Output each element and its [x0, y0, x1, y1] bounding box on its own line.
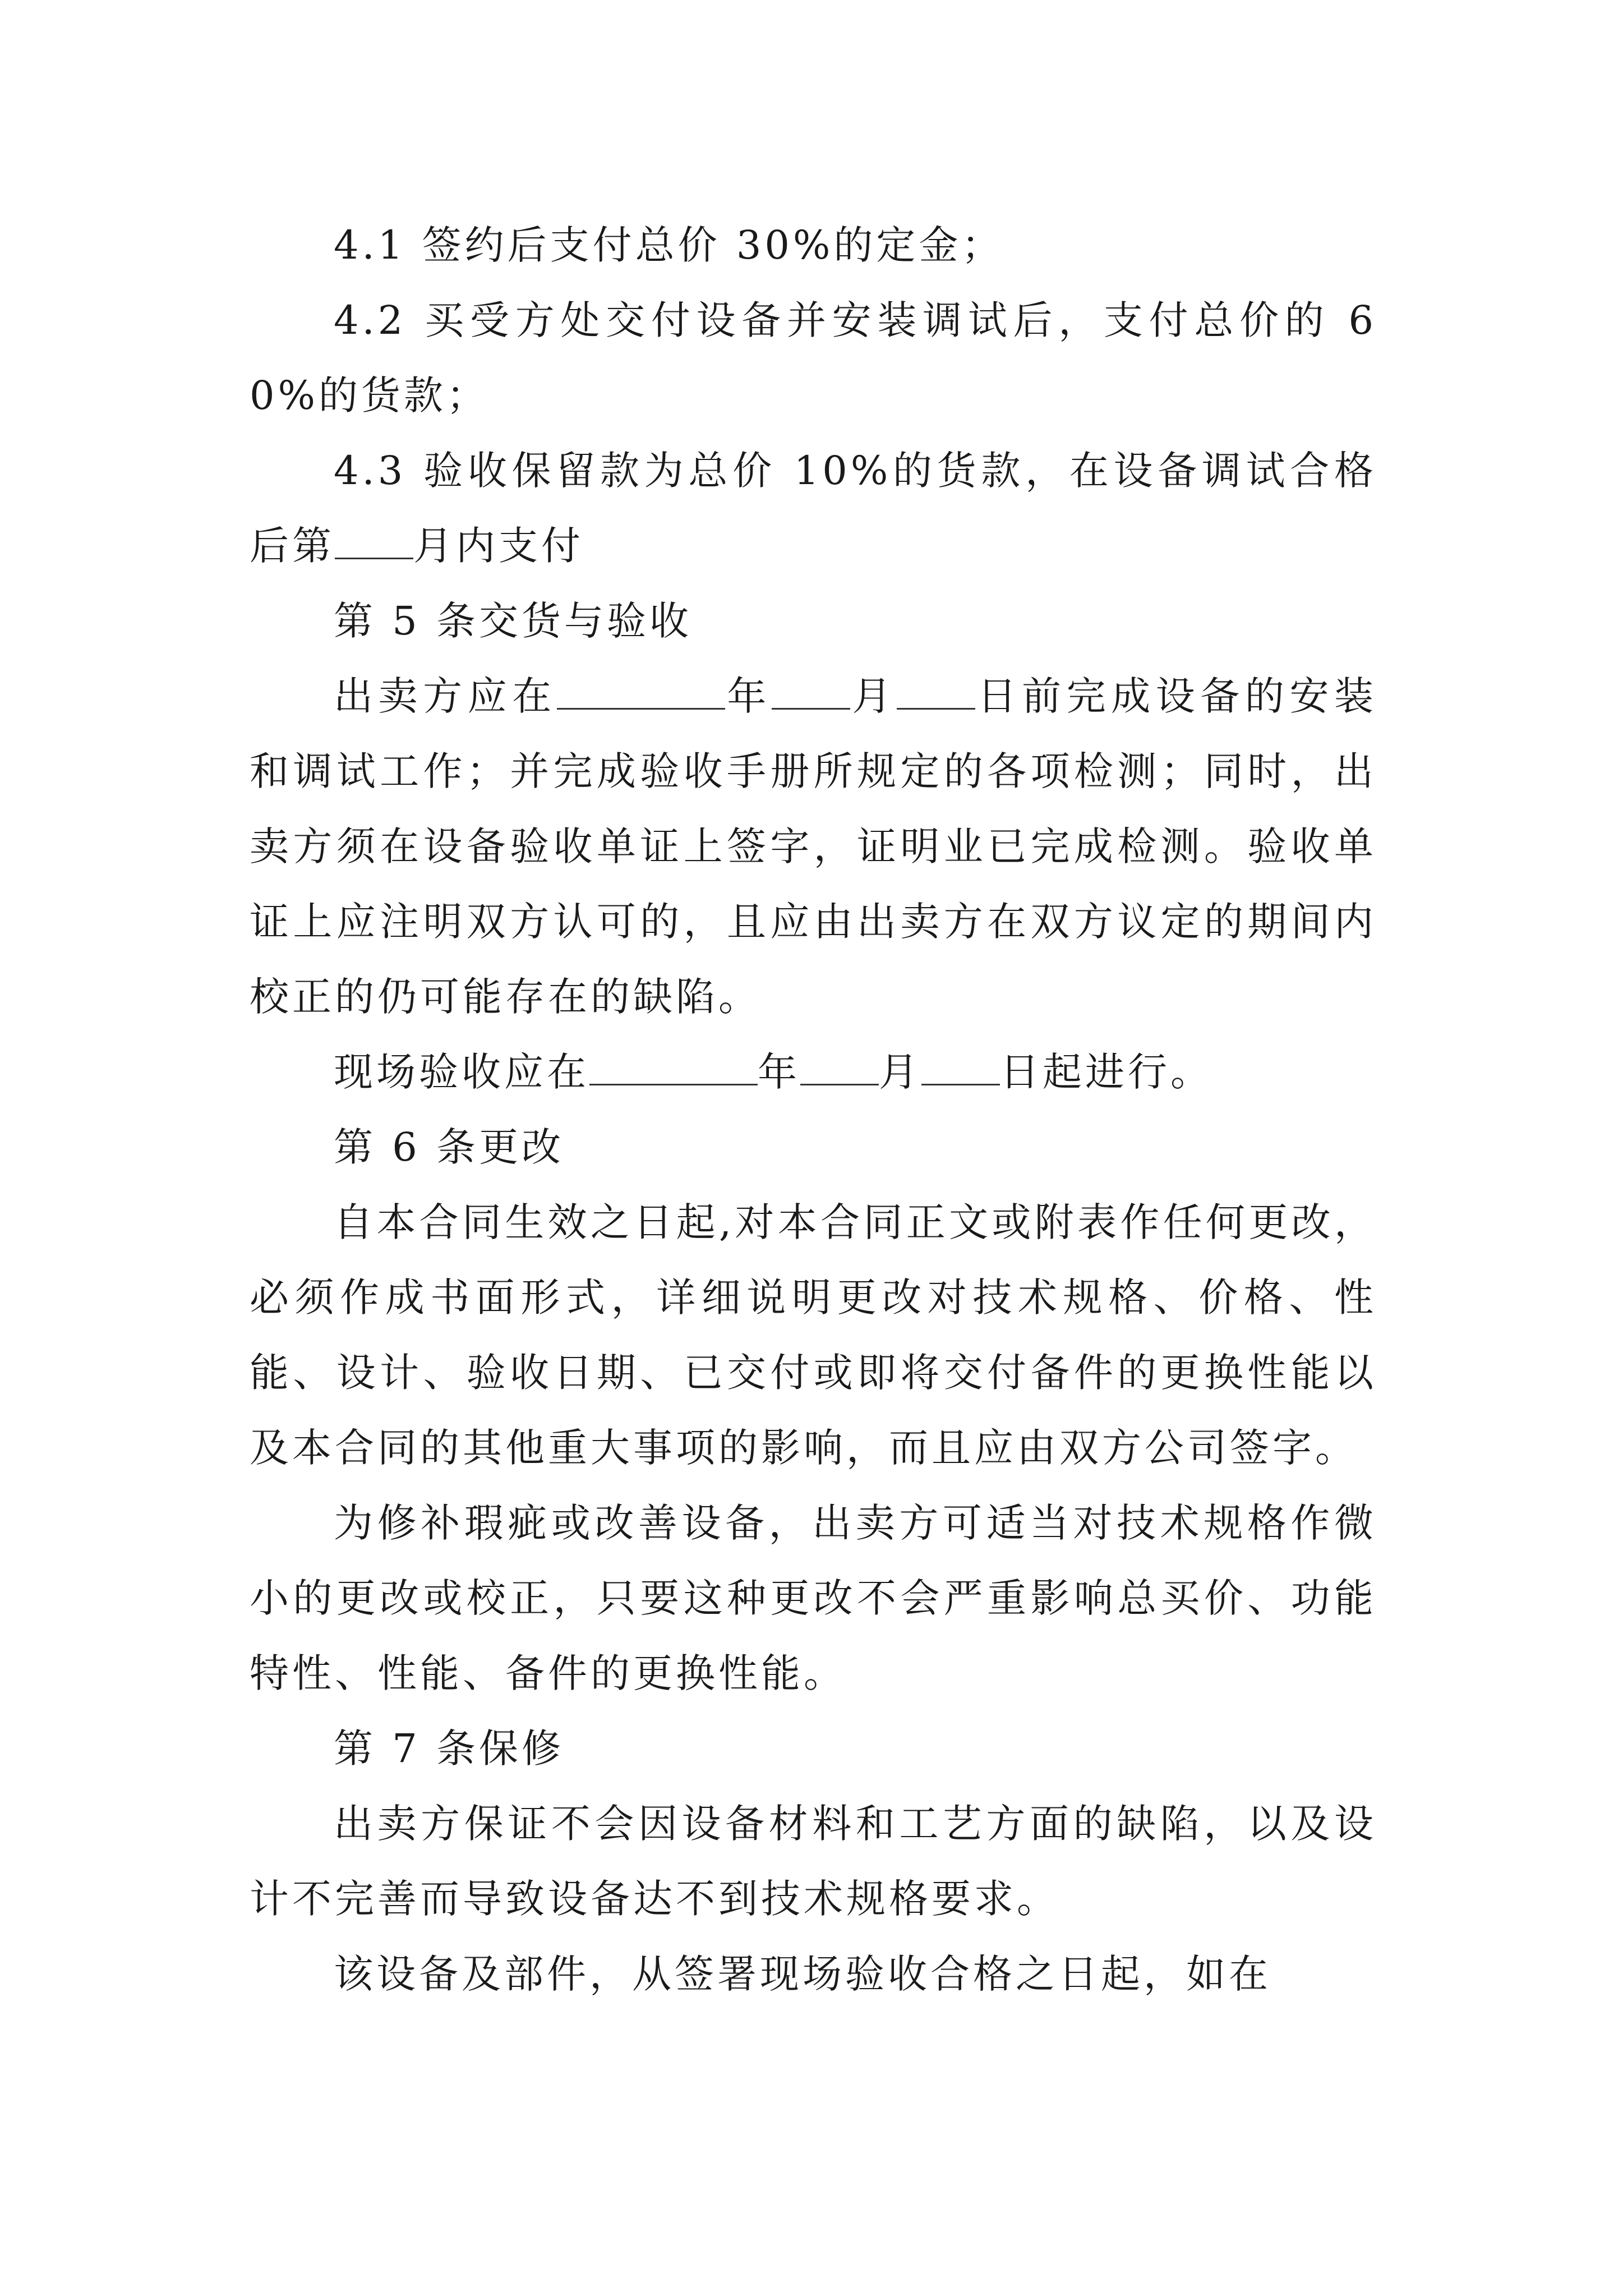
- clause-4-3-tail: 月内支付: [413, 523, 584, 569]
- contract-body: [250, 208, 1377, 2012]
- year-label: 年: [758, 1049, 800, 1095]
- day-blank: [921, 1050, 1000, 1085]
- section-5-onsite-acceptance: [250, 1034, 1377, 1110]
- day-blank: [897, 674, 975, 710]
- section-5-delivery: [250, 659, 1377, 1034]
- delivery-text-body: 日前完成设备的安装和调试工作；并完成验收手册所规定的各项检测；同时，出卖方须在设备验收单证上签字，证明业已完成检测。验收单证上应注明双方认可的，且应由出卖方在双方议定的期间内校正的仍可能存在的缺陷。: [250, 673, 1377, 1020]
- month-label: 月: [850, 673, 897, 719]
- section-7-para-2: 该设备及部件，从签署现场验收合格之日起，如在: [334, 1951, 1271, 1997]
- clause-4-3: [250, 433, 1377, 583]
- month-blank: [772, 674, 850, 710]
- year-blank: [589, 1050, 758, 1085]
- section-6-para-2: 为修补瑕疵或改善设备，出卖方可适当对技术规格作微小的更改或校正，只要这种更改不会严重影响总买价、功能特性、性能、备件的更换性能。: [250, 1500, 1377, 1696]
- section-5-heading: 第 5 条交货与验收: [334, 598, 693, 644]
- clause-4-3-text: 4.3 验收保留款为总价 10%的货款，在设备调试合格后第: [250, 448, 1377, 569]
- month-blank: [800, 1050, 879, 1085]
- section-6-heading: 第 6 条更改: [334, 1124, 565, 1170]
- section-6-para-1: 自本合同生效之日起,对本合同正文或附表作任何更改，必须作成书面形式，详细说明更改对技术规格、价格、性能、设计、验收日期、已交付或即将交付备件的更换性能以及本合同的其他重大事项的影响，而且应由双方公司签字。: [250, 1199, 1377, 1471]
- onsite-text-lead: 现场验收应在: [334, 1049, 589, 1095]
- delivery-text-lead: 出卖方应在: [334, 673, 557, 719]
- year-label: 年: [725, 673, 772, 719]
- month-label: 月: [879, 1049, 921, 1095]
- month-blank: [335, 524, 413, 559]
- section-7-heading: 第 7 条保修: [334, 1726, 565, 1772]
- onsite-text-tail: 日起进行。: [1000, 1049, 1213, 1095]
- clause-4-1: 4.1 签约后支付总价 30%的定金；: [334, 222, 1004, 268]
- clause-4-2: 4.2 买受方处交付设备并安装调试后，支付总价的 60%的货款；: [250, 297, 1377, 418]
- section-7-para-1: 出卖方保证不会因设备材料和工艺方面的缺陷，以及设计不完善而导致设备达不到技术规格要求。: [250, 1801, 1377, 1922]
- year-blank: [557, 674, 725, 710]
